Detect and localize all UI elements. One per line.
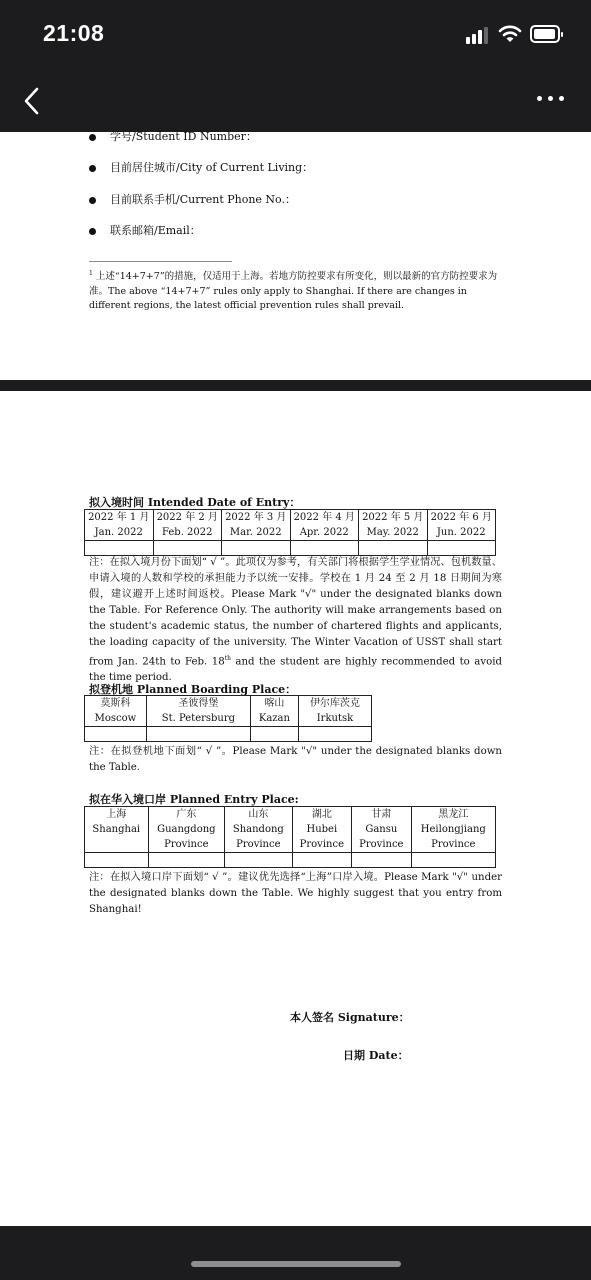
table-cell: 圣彼得堡 St. Petersburg (146, 696, 250, 727)
date-label: 日期 Date： (343, 1049, 409, 1062)
mark-cell[interactable] (153, 541, 222, 556)
mark-cell[interactable] (290, 541, 359, 556)
mark-cell[interactable] (359, 541, 428, 556)
table-row (85, 696, 372, 727)
status-bar (0, 0, 591, 70)
document-page-1: 学号/Student ID Number： 目前居住城市/City of Current Living： 目前联系手机/Current Phone No.： 联系邮箱/Email： $^1$ 上述“14+7+7”的措施，仅适用于上海。若地方防控要求有所变化，则以最新的官方防控要求为准。The above “14+7+7” rules only apply to Shanghai. If there are changes in different regions, the latest official prevention rules shall prevail. (0, 132, 591, 380)
wifi-icon (498, 24, 522, 44)
mark-cell[interactable] (352, 853, 411, 868)
table-cell: 2022 年 4 月 Apr. 2022 (290, 510, 359, 541)
table-cell: 喀山 Kazan (250, 696, 298, 727)
table-cell: 广东 Guangdong Province (148, 807, 225, 853)
table-row-blank (85, 541, 496, 556)
mark-cell[interactable] (85, 541, 154, 556)
table-row-blank (85, 853, 496, 868)
viewer-toolbar (0, 70, 591, 132)
entry-date-table (84, 509, 496, 556)
mark-cell[interactable] (85, 853, 149, 868)
entry-date-heading: 拟入境时间 Intended Date of Entry： (89, 496, 301, 509)
entry-place-heading: 拟在华入境口岸 Planned Entry Place: (89, 793, 299, 806)
table-row-blank (85, 727, 372, 742)
table-cell: 莫斯科 Moscow (85, 696, 147, 727)
table-cell: 2022 年 2 月 Feb. 2022 (153, 510, 222, 541)
signature-label: 本人签名 Signature： (290, 1011, 410, 1024)
bottom-bar (0, 1226, 591, 1280)
table-cell: 湖北 Hubei Province (292, 807, 351, 853)
boarding-heading: 拟登机地 Planned Boarding Place： (89, 683, 297, 696)
table-cell: 2022 年 3 月 Mar. 2022 (222, 510, 291, 541)
footnote: $^1$ 上述“14+7+7”的措施，仅适用于上海。若地方防控要求有所变化，则以最新的官方防控要求为准。The above “14+7+7” rules only apply to Shanghai. If there are changes in different regions, the latest official prevention rules shall prevail. (89, 270, 498, 312)
mark-cell[interactable] (85, 727, 147, 742)
mark-cell[interactable] (222, 541, 291, 556)
mark-cell[interactable] (292, 853, 351, 868)
entry-place-table (84, 806, 496, 868)
table-cell: 伊尔库茨克 Irkutsk (298, 696, 371, 727)
chevron-left-icon[interactable] (18, 84, 48, 118)
table-cell: 2022 年 1 月 Jan. 2022 (85, 510, 154, 541)
mark-cell[interactable] (146, 727, 250, 742)
mark-cell[interactable] (427, 541, 496, 556)
table-cell: 2022 年 5 月 May. 2022 (359, 510, 428, 541)
mark-cell[interactable] (250, 727, 298, 742)
table-cell: 黑龙江 Heilongjiang Province (411, 807, 495, 853)
mark-cell[interactable] (148, 853, 225, 868)
more-horizontal-icon[interactable] (535, 92, 567, 104)
table-cell: 山东 Shandong Province (225, 807, 292, 853)
footnote-divider (89, 261, 232, 262)
boarding-table (84, 695, 372, 742)
status-time: 21:08 (43, 20, 105, 46)
document-page-2 (0, 391, 591, 1226)
battery-icon (530, 25, 560, 43)
page-gap (0, 380, 591, 391)
mark-cell[interactable] (411, 853, 495, 868)
mark-cell[interactable] (225, 853, 292, 868)
cellular-signal-icon (466, 26, 490, 44)
entry-date-note: 注：在拟入境月份下面划“ √ ”。此项仅为参考，有关部门将根据学生学业情况、包机数量、申请入境的人数和学校的承担能力予以统一安排。学校在 1 月 24 至 2 月 18 日期间为寒假，建议避开上述时间返校。Please Mark "√" under the designated blanks down the Table. For Reference Only. The authority will make arrangements based on the student's academic status, the number of chartered flights and applicants, the loading capacity of the university. The Winter Vacation of USST shall start from Jan. 24th to Feb. 18th and the student are highly recommended to avoid the time period. (89, 557, 502, 684)
table-cell: 上海 Shanghai (85, 807, 149, 853)
table-cell: 2022 年 6 月 Jun. 2022 (427, 510, 496, 541)
table-row (85, 807, 496, 853)
table-row (85, 510, 496, 541)
home-indicator[interactable] (191, 1261, 401, 1267)
entry-place-note: 注：在拟入境口岸下面划“ √ ”。建议优先选择“上海”口岸入境。Please Mark "√" under the designated blanks down the Table. We highly suggest that you entry from Shanghai! (89, 872, 502, 915)
table-cell: 甘肃 Gansu Province (352, 807, 411, 853)
boarding-note: 注：在拟登机地下面划“ √ ”。Please Mark "√" under the designated blanks down the Table. (89, 746, 502, 773)
mark-cell[interactable] (298, 727, 371, 742)
